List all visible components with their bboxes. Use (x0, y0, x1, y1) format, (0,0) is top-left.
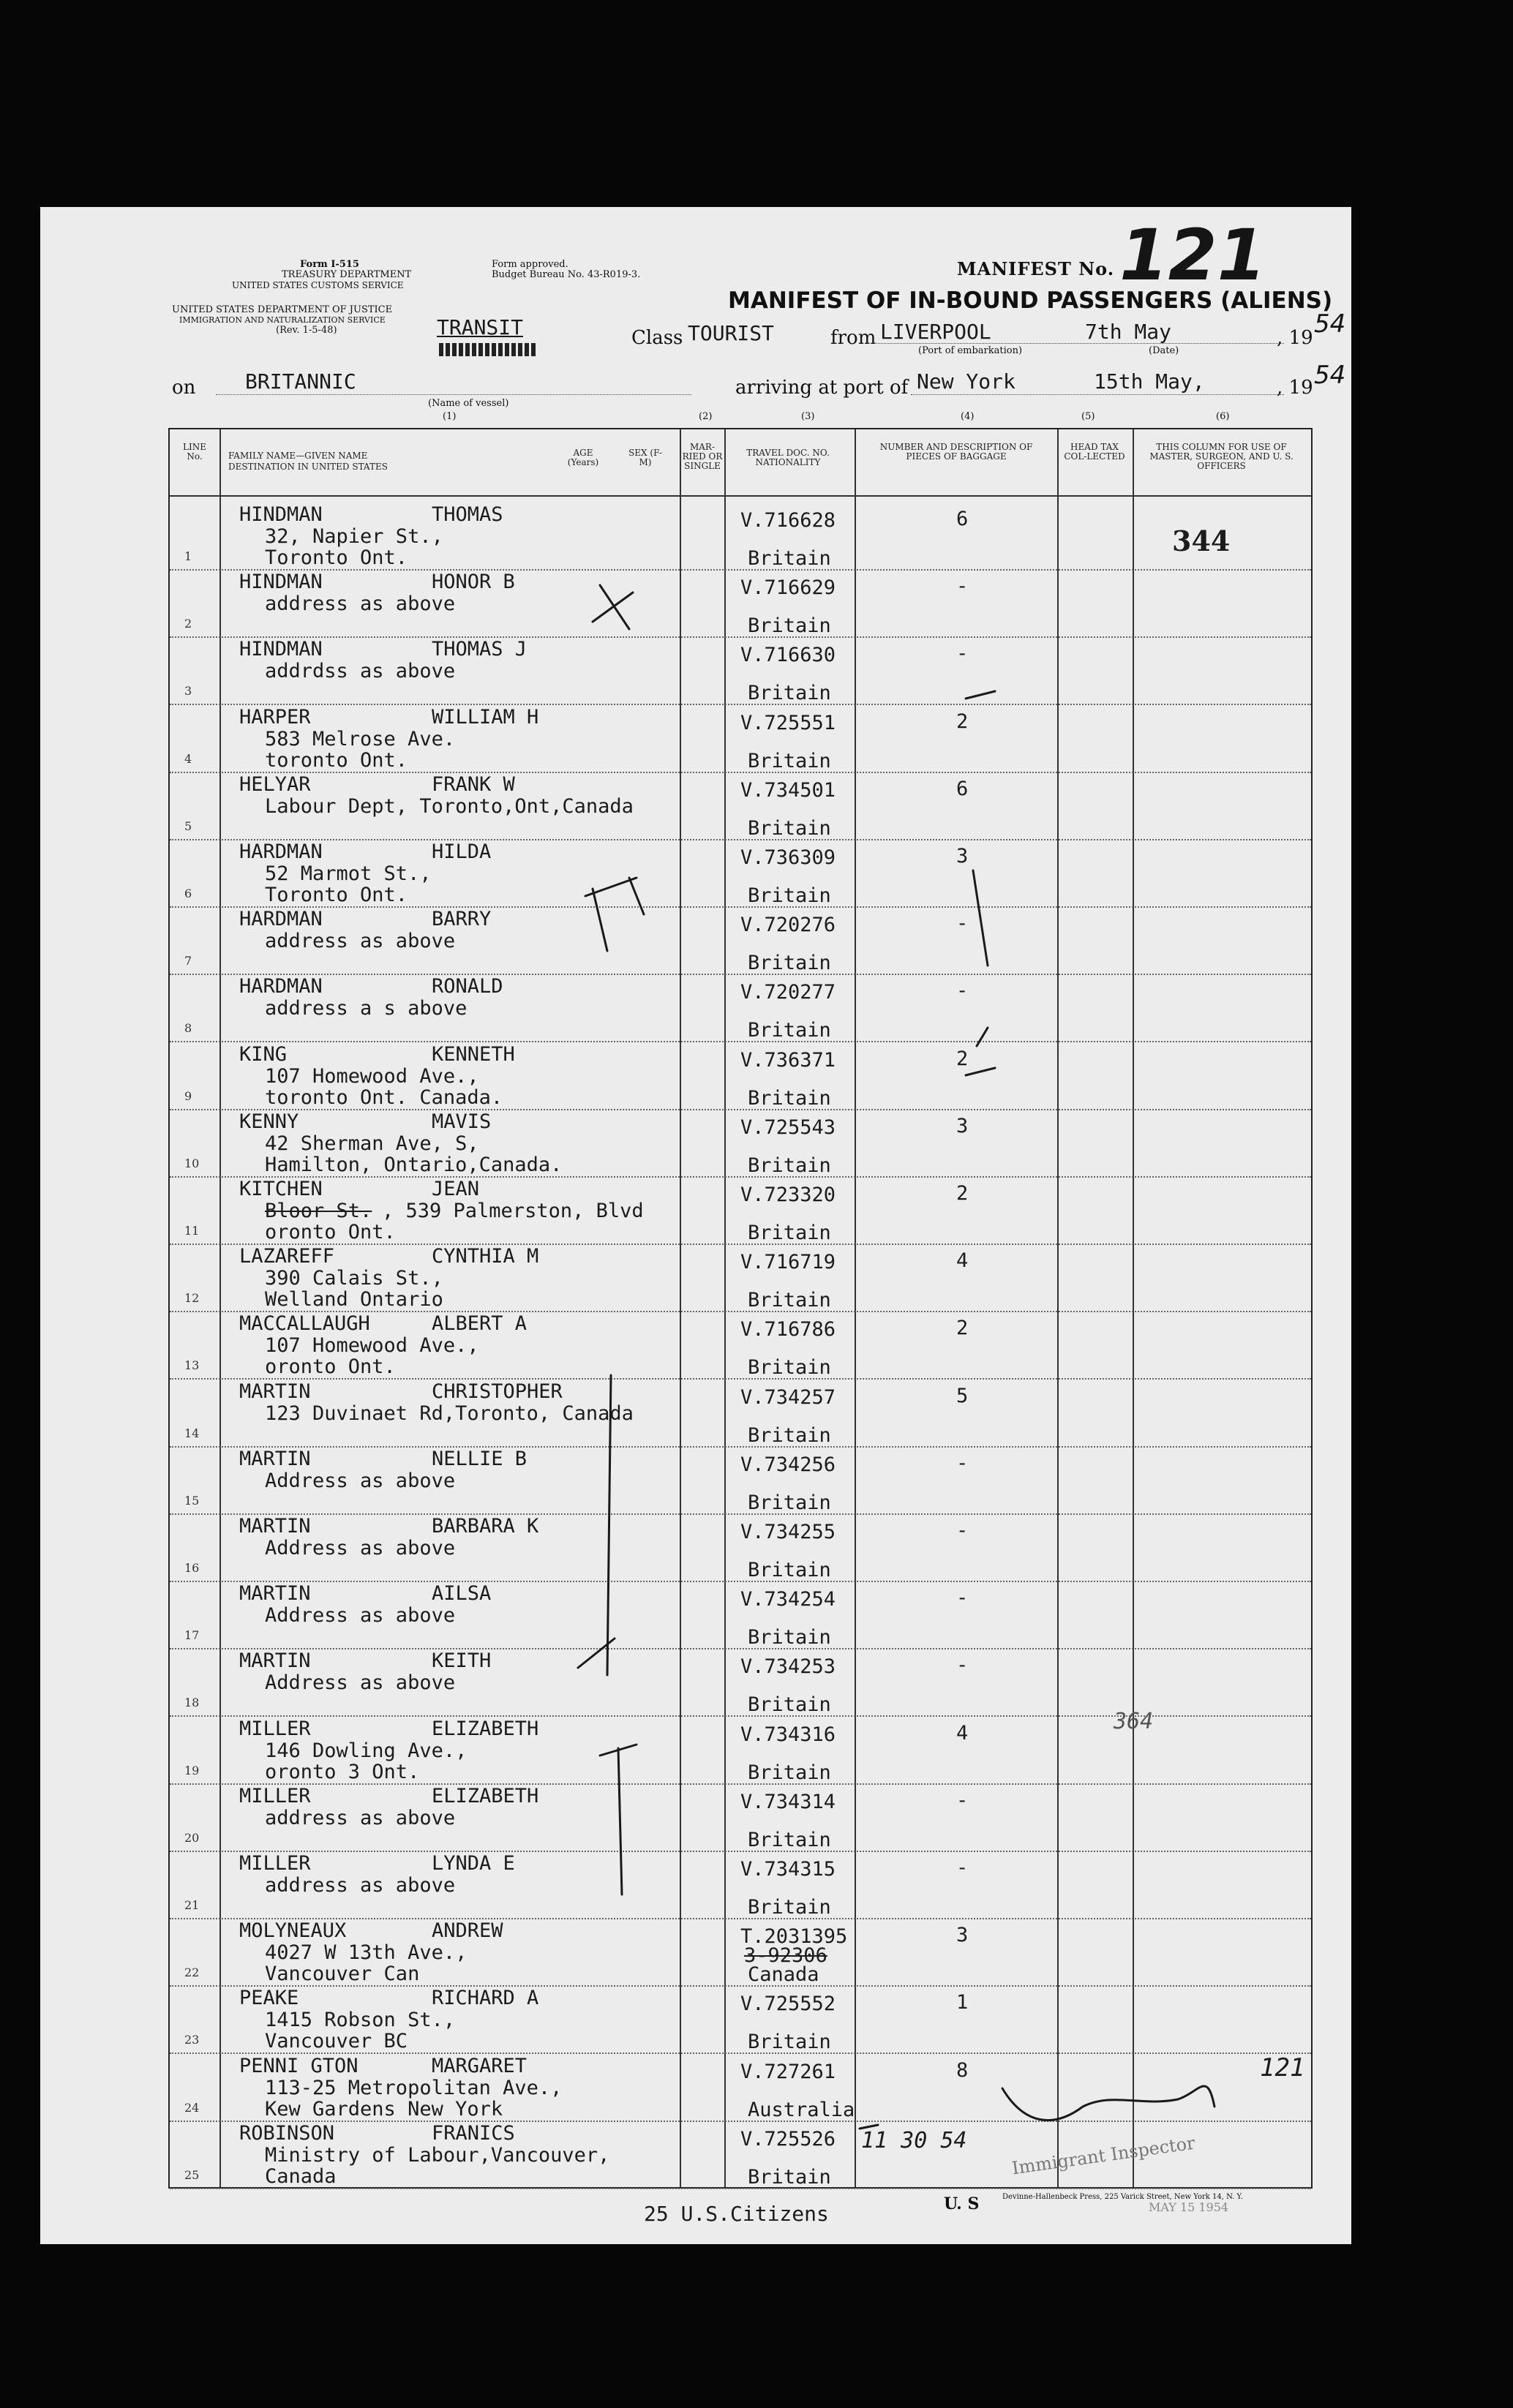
nationality: Britain (748, 884, 831, 907)
given-name: ELIZABETH (432, 1784, 539, 1807)
given-name: CHRISTOPHER (432, 1380, 563, 1403)
address-line-1: 113-25 Metropolitan Ave., (265, 2076, 563, 2099)
given-name: WILLIAM H (432, 705, 539, 729)
given-name: BARRY (432, 908, 492, 931)
baggage-count: - (956, 912, 969, 936)
footer-us: U. S (944, 2194, 980, 2213)
address-line-1: Address as above (265, 1537, 456, 1559)
col-number-3: (3) (801, 411, 815, 422)
line-number: 2 (184, 617, 192, 631)
travel-doc-number: V.716719 (740, 1251, 836, 1274)
treasury-dept: TREASURY DEPARTMENT (282, 269, 412, 280)
baggage-count: - (956, 642, 969, 666)
nationality: Australia (748, 2098, 855, 2121)
from-label: from (830, 327, 876, 349)
nationality: Britain (748, 682, 831, 705)
baggage-count: - (956, 1519, 969, 1542)
given-name: HONOR B (432, 571, 515, 594)
line-number: 24 (184, 2100, 200, 2115)
header-name: FAMILY NAME—GIVEN NAME (228, 451, 368, 461)
baggage-count: 4 (956, 1249, 969, 1273)
header-head-tax: HEAD TAX COL-LECTED (1064, 442, 1125, 462)
col-number-1: (1) (443, 411, 457, 422)
nationality: Britain (748, 1896, 831, 1919)
nationality: Canada (748, 1963, 819, 1987)
line-number: 14 (184, 1426, 200, 1440)
travel-doc-number: V.734253 (740, 1655, 836, 1679)
col-number-5: (5) (1081, 411, 1095, 422)
given-name: KENNETH (432, 1042, 515, 1066)
form-number: Form I-515 (300, 259, 359, 270)
family-name: PENNI GTON (239, 2054, 358, 2077)
family-name: HARDMAN (239, 908, 323, 931)
address-line-1: 123 Duvinaet Rd,Toronto, Canada (265, 1401, 634, 1425)
vessel-caption: (Name of vessel) (428, 398, 509, 409)
nationality: Britain (748, 614, 831, 638)
address-line-1: 32, Napier St., (265, 525, 443, 548)
address-line-2: oronto Ont. (265, 1221, 396, 1243)
line-number: 13 (184, 1358, 200, 1373)
baggage-count: 2 (956, 1182, 969, 1205)
address-line-2: Vancouver BC (265, 2030, 408, 2053)
line-number: 22 (184, 1965, 200, 1980)
line-number: 17 (184, 1628, 200, 1643)
baggage-count: - (956, 1654, 969, 1677)
given-name: BARBARA K (432, 1515, 539, 1538)
address-line-1: 390 Calais St., (265, 1267, 443, 1290)
travel-doc-number: V.734501 (740, 778, 836, 802)
class-value: TOURIST (688, 321, 775, 345)
baggage-count: 3 (956, 845, 969, 868)
nationality: Britain (748, 1693, 831, 1717)
travel-doc-number: V.725551 (740, 711, 836, 734)
nationality: Britain (748, 952, 831, 975)
baggage-count: 2 (956, 1317, 969, 1340)
baggage-count: 2 (956, 710, 969, 733)
family-name: MOLYNEAUX (239, 1919, 347, 1943)
address-line-2: Kew Gardens New York (265, 2097, 503, 2121)
line-number: 16 (184, 1561, 200, 1575)
header-travel-doc: TRAVEL DOC. NO. NATIONALITY (746, 448, 830, 467)
family-name: HINDMAN (239, 503, 323, 526)
family-name: HELYAR (239, 772, 311, 796)
address-line-1: 107 Homewood Ave., (265, 1064, 479, 1088)
family-name: KENNY (239, 1110, 299, 1133)
line-number: 9 (184, 1088, 192, 1103)
given-name: FRANK W (432, 772, 515, 796)
baggage-count: - (956, 1451, 969, 1475)
year-prefix-2: , 19 (1277, 377, 1313, 399)
col-number-4: (4) (961, 411, 975, 422)
line-number: 10 (184, 1156, 200, 1170)
year-suffix-1: 54 (1314, 309, 1346, 339)
given-name: JEAN (432, 1178, 480, 1200)
address-line-2: oronto 3 Ont. (265, 1760, 420, 1783)
nationality: Britain (748, 1828, 831, 1851)
on-label: on (172, 377, 196, 399)
header-married: MAR-RIED OR SINGLE (682, 442, 723, 471)
customs-service: UNITED STATES CUSTOMS SERVICE (232, 280, 404, 290)
baggage-count: - (956, 1856, 969, 1879)
travel-doc-number: V.725543 (740, 1115, 836, 1139)
nationality: Britain (748, 816, 831, 840)
travel-doc-number: V.734316 (740, 1723, 836, 1746)
given-name: ELIZABETH (432, 1717, 539, 1740)
manifest-number-label: MANIFEST No. (957, 258, 1115, 279)
baggage-count: 6 (956, 777, 969, 800)
line-number: 4 (184, 751, 192, 766)
address-line-1: Ministry of Labour,Vancouver, (265, 2143, 610, 2167)
family-name: KING (239, 1042, 288, 1066)
travel-doc-number: V.716629 (740, 576, 836, 600)
date-caption: (Date) (1149, 345, 1179, 356)
travel-doc-number: V.734315 (740, 1858, 836, 1881)
family-name: HINDMAN (239, 571, 323, 594)
baggage-count: - (956, 1587, 969, 1610)
officer-number: 344 (1172, 524, 1231, 557)
address-struck: Bloor St. (265, 1200, 372, 1222)
family-name: MILLER (239, 1852, 311, 1875)
baggage-count: 8 (956, 2058, 969, 2082)
family-name: MARTIN (239, 1649, 311, 1673)
baggage-count: 6 (956, 508, 969, 530)
line-number: 11 (184, 1224, 200, 1238)
family-name: ROBINSON (239, 2121, 335, 2145)
given-name: CYNTHIA M (432, 1245, 539, 1268)
given-name: THOMAS (432, 503, 503, 526)
baggage-count: 3 (956, 1114, 969, 1137)
nationality: Britain (748, 547, 831, 570)
baggage-count: - (956, 1788, 969, 1812)
header-baggage: NUMBER AND DESCRIPTION OF PIECES OF BAGGAGE (879, 442, 1033, 462)
doj-label: UNITED STATES DEPARTMENT OF JUSTICE (172, 304, 393, 315)
nationality: Britain (748, 1423, 831, 1447)
rev-label: (Rev. 1-5-48) (276, 325, 337, 336)
inspector-stamp: Immigrant Inspector (1010, 2132, 1197, 2179)
arrival-date: 15th May, (1094, 369, 1205, 394)
travel-doc-number: V.734254 (740, 1588, 836, 1611)
baggage-count: - (956, 575, 969, 598)
address-line-1: addrdss as above (265, 660, 456, 683)
baggage-count: 2 (956, 1047, 969, 1070)
port-caption: (Port of embarkation) (918, 345, 1023, 356)
travel-doc-number: V.734314 (740, 1790, 836, 1813)
travel-doc-number: V.720277 (740, 981, 836, 1004)
family-name: MARTIN (239, 1582, 311, 1606)
header-line-no: LINE No. (183, 442, 206, 462)
given-name: AILSA (432, 1582, 492, 1606)
year-prefix-1: , 19 (1277, 327, 1313, 349)
address-line-1: Address as above (265, 1671, 456, 1695)
address-line-1: Address as above (265, 1604, 456, 1628)
given-name: THOMAS J (432, 638, 528, 661)
travel-doc-number: V.734256 (740, 1453, 836, 1476)
note-line-24: 121 (1260, 2053, 1305, 2082)
family-name: MARTIN (239, 1380, 311, 1403)
stamp-date: MAY 15 1954 (1149, 2200, 1229, 2214)
given-name: ALBERT A (432, 1312, 528, 1336)
baggage-count: 4 (956, 1721, 969, 1745)
nationality: Britain (748, 1019, 831, 1042)
travel-doc-number: V.716630 (740, 644, 836, 667)
family-name: PEAKE (239, 1987, 299, 2010)
travel-doc-number: V.716786 (740, 1318, 836, 1342)
address-line-1: address as above (265, 592, 456, 616)
travel-doc-number: V.736371 (740, 1048, 836, 1072)
address-line-1: address as above (265, 1874, 456, 1897)
address-line-1: 52 Marmot St., (265, 862, 432, 885)
footer-citizens: 25 U.S.Citizens (644, 2202, 829, 2226)
family-name: MARTIN (239, 1447, 311, 1470)
travel-doc-number: V.725526 (740, 2127, 836, 2151)
given-name: RONALD (432, 975, 503, 998)
family-name: MACCALLAUGH (239, 1312, 370, 1336)
family-name: LAZAREFF (239, 1245, 335, 1268)
address-line-2: Welland Ontario (265, 1288, 443, 1312)
line-number: 19 (184, 1763, 200, 1777)
address-line-2: toronto Ont. (265, 748, 408, 772)
family-name: MARTIN (239, 1515, 311, 1538)
travel-doc-number: T.2031395 (740, 1925, 848, 1949)
travel-doc-number: V.736309 (740, 846, 836, 869)
address-line-1: Address as above (265, 1469, 456, 1492)
travel-doc-number: V.720276 (740, 914, 836, 937)
given-name: FRANICS (432, 2121, 515, 2145)
given-name: LYNDA E (432, 1852, 515, 1875)
address-line-1: 107 Homewood Ave., (265, 1334, 479, 1358)
printer-imprint: Devinne-Hallenbeck Press, 225 Varick Street, New York 14, N. Y. (1002, 2193, 1244, 2201)
nationality: Britain (748, 1491, 831, 1514)
nationality: Britain (748, 1289, 831, 1312)
family-name: HARDMAN (239, 975, 323, 998)
address-line-1: 583 Melrose Ave. (265, 727, 456, 750)
given-name: ANDREW (432, 1919, 503, 1943)
baggage-count: 1 (956, 1991, 969, 2014)
address-line-2: Hamilton, Ontario,Canada. (265, 1153, 563, 1176)
line-number: 23 (184, 2033, 200, 2047)
header-sex: SEX (F-M) (628, 448, 662, 467)
family-name: MILLER (239, 1717, 311, 1740)
travel-doc-number: V.734257 (740, 1385, 836, 1409)
line-number: 7 (184, 954, 192, 968)
travel-doc-number: V.727261 (740, 2060, 836, 2083)
col-number-2: (2) (699, 411, 713, 422)
line-number: 1 (184, 549, 192, 563)
given-name: MARGARET (432, 2054, 528, 2077)
address-line-2: Canada (265, 2164, 337, 2188)
address-line-1: 1415 Robson St., (265, 2009, 456, 2032)
line-number: 5 (184, 819, 192, 833)
header-destination: DESTINATION IN UNITED STATES (228, 462, 388, 472)
col-number-6: (6) (1216, 411, 1230, 422)
header-officers: THIS COLUMN FOR USE OF MASTER, SURGEON, AND U. S. OFFICERS (1149, 442, 1294, 471)
address-line-1: 42 Sherman Ave, S, (265, 1132, 479, 1155)
address-line-2: toronto Ont. Canada. (265, 1086, 503, 1109)
ins-label: IMMIGRATION AND NATURALIZATION SERVICE (179, 315, 386, 325)
address-line-2: Toronto Ont. (265, 546, 408, 569)
line-number: 3 (184, 684, 192, 699)
given-name: MAVIS (432, 1110, 492, 1133)
given-name: NELLIE B (432, 1447, 528, 1470)
address-line-1: 4027 W 13th Ave., (265, 1941, 468, 1965)
nationality: Britain (748, 1626, 831, 1649)
family-name: HARDMAN (239, 840, 323, 863)
nationality: Britain (748, 1761, 831, 1784)
line-number: 6 (184, 887, 192, 900)
nationality: Britain (748, 1356, 831, 1380)
address-line-2: oronto Ont. (265, 1355, 396, 1379)
address-line-1: address a s above (265, 997, 468, 1020)
baggage-count: - (956, 979, 969, 1003)
line-number: 20 (184, 1830, 200, 1845)
header-age: AGE (Years) (567, 448, 599, 467)
line-number: 8 (184, 1021, 192, 1036)
travel-doc-number: V.723320 (740, 1184, 836, 1206)
address-line-1: , 539 Palmerston, Blvd (382, 1200, 644, 1222)
address-line-1: address as above (265, 1806, 456, 1829)
baggage-count: 5 (956, 1384, 969, 1407)
manifest-number-handwritten: 121 (1119, 214, 1266, 296)
baggage-count: 3 (956, 1924, 969, 1947)
nationality: Britain (748, 1559, 831, 1581)
nationality: Britain (748, 2165, 831, 2189)
nationality: Britain (748, 1086, 831, 1110)
line-number: 12 (184, 1291, 200, 1306)
note-line-25: 11 30 54 (861, 2128, 967, 2153)
transit-stamp: TRANSIT (437, 315, 524, 339)
family-name: KITCHEN (239, 1178, 323, 1200)
given-name: HILDA (432, 840, 492, 863)
line-number: 21 (184, 1898, 200, 1912)
line-number: 25 (184, 2167, 200, 2182)
travel-doc-number: V.716628 (740, 509, 836, 532)
nationality: Britain (748, 749, 831, 772)
nationality: Britain (748, 2031, 831, 2054)
line-number: 18 (184, 1696, 200, 1710)
given-name: RICHARD A (432, 1987, 539, 2010)
vessel-name: BRITANNIC (245, 369, 356, 394)
nationality: Britain (748, 1154, 831, 1177)
address-line-1: address as above (265, 930, 456, 953)
arrival-port: New York (917, 369, 1015, 394)
address-line-2: Toronto Ont. (265, 884, 408, 906)
travel-doc-number: V.725552 (740, 1993, 836, 2016)
travel-doc-struck: 3-92306 (744, 1944, 827, 1968)
nationality: Britain (748, 1222, 831, 1244)
budget-bureau: Budget Bureau No. 43-R019-3. (492, 269, 641, 280)
arriving-label: arriving at port of (735, 377, 909, 399)
from-date: 7th May (1085, 320, 1172, 344)
manifest-title: MANIFEST OF IN-BOUND PASSENGERS (ALIENS) (728, 287, 1333, 314)
address-line-2: Vancouver Can (265, 1963, 420, 1986)
family-name: HINDMAN (239, 638, 323, 661)
travel-doc-number: V.734255 (740, 1521, 836, 1543)
address-line-1: Labour Dept, Toronto,Ont,Canada (265, 794, 634, 818)
note-line-20: 364 (1114, 1709, 1154, 1734)
given-name: KEITH (432, 1649, 492, 1673)
form-approved: Form approved. (492, 259, 568, 270)
family-name: HARPER (239, 705, 311, 729)
address-line-1: 146 Dowling Ave., (265, 1739, 468, 1762)
from-port: LIVERPOOL (880, 320, 991, 344)
line-number: 15 (184, 1493, 200, 1508)
family-name: MILLER (239, 1784, 311, 1807)
class-label: Class (631, 327, 683, 349)
year-suffix-2: 54 (1314, 361, 1346, 390)
